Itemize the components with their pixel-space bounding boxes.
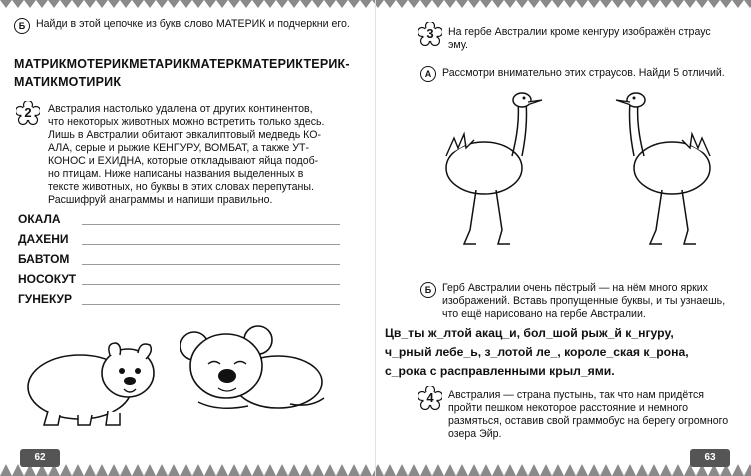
task-4-line: пройти пешком некоторое расстояние и немного bbox=[448, 402, 689, 414]
task-2-line: но птицам. Ниже написаны названия выделенных в bbox=[48, 168, 304, 180]
task-4-line: размяться, оставив свой граммобус на берегу огромного bbox=[448, 415, 729, 427]
task-2-line: Расшифруй анаграммы и напиши правильно. bbox=[48, 194, 273, 206]
task-2-line: Лишь в Австралии обитают эвкалиптовый медведь КО- bbox=[48, 129, 321, 141]
task-2-line: что некоторых животных можно встретить только здесь. bbox=[48, 116, 325, 128]
task-number-4: 4 bbox=[426, 390, 434, 405]
letter-chain-line-2: МАТИКМОТИРИК bbox=[14, 75, 122, 89]
anagram-word: ГУНЕКУР bbox=[18, 292, 73, 306]
task-3-text bbox=[448, 26, 738, 52]
fill-in-line-3[interactable]: с_рока с расправленными крыл_ями. bbox=[385, 364, 615, 378]
page-number-left: 62 bbox=[34, 452, 46, 463]
task-2-line: АЛА, серые и рыжие КЕНГУРУ, ВОМБАТ, а также УТ- bbox=[48, 142, 309, 154]
task-a-instruction: Рассмотри внимательно этих страусов. Найди 5 отличий. bbox=[442, 67, 725, 79]
left-page bbox=[0, 0, 375, 476]
task-2-line: Австралия настолько удалена от других континентов, bbox=[48, 103, 313, 115]
task-3-line: На гербе Австралии кроме кенгуру изображён страус bbox=[448, 26, 711, 38]
task-letter-b-right: Б bbox=[420, 282, 436, 298]
task-letter-a: А bbox=[420, 66, 436, 82]
anagram-word: БАВТОМ bbox=[18, 252, 70, 266]
task-letter-b-left: Б bbox=[14, 18, 30, 34]
task-number-2: 2 bbox=[24, 105, 32, 120]
task-4-line: озера Эйр. bbox=[448, 428, 502, 440]
task-b-right-line: Герб Австралии очень пёстрый — на нём много ярких bbox=[442, 282, 708, 294]
task-2-text bbox=[48, 103, 360, 207]
task-b-instruction: Найди в этой цепочке из букв слово МАТЕРИК и подчеркни его. bbox=[36, 18, 350, 30]
koala-illustration bbox=[180, 322, 330, 417]
wombat-illustration bbox=[18, 325, 168, 430]
letter-chain-line-1: МАТРИКМОТЕРИКМЕТАРИКМАТЕРКМАТЕРИКТЕРИК- bbox=[14, 57, 350, 71]
anagram-word: НОСОКУТ bbox=[18, 272, 77, 286]
task-4-text bbox=[448, 389, 741, 441]
task-number-3: 3 bbox=[426, 26, 434, 41]
task-b-right-line: изображений. Вставь пропущенные буквы, и ты узнаешь, bbox=[442, 295, 726, 307]
answer-line-1[interactable] bbox=[82, 224, 340, 225]
ostrich-illustration-left bbox=[440, 86, 560, 256]
task-number-badge-4 bbox=[418, 386, 442, 410]
ostrich-illustration-right bbox=[600, 86, 720, 256]
answer-line-5[interactable] bbox=[82, 304, 340, 305]
anagram-word: ДАХЕНИ bbox=[18, 232, 69, 246]
task-4-line: Австралия — страна пустынь, так что нам придётся bbox=[448, 389, 705, 401]
task-2-line: КОНОС и ЕХИДНА, которые откладывают яйца подоб- bbox=[48, 155, 319, 167]
answer-line-2[interactable] bbox=[82, 244, 340, 245]
answer-line-3[interactable] bbox=[82, 264, 340, 265]
task-3-line: эму. bbox=[448, 39, 468, 51]
fill-in-line-2[interactable]: ч_рный лебе_ь, з_лотой ле_, короле_ская к_рона, bbox=[385, 345, 689, 359]
anagram-word: ОКАЛА bbox=[18, 212, 61, 226]
answer-line-4[interactable] bbox=[82, 284, 340, 285]
task-number-badge-3 bbox=[418, 22, 442, 46]
task-2-line: тексте животных, но буквы в этих словах перепутаны. bbox=[48, 181, 314, 193]
page-number-right: 63 bbox=[704, 452, 716, 463]
task-number-badge-2 bbox=[16, 101, 40, 125]
task-b-right-line: что ещё нарисовано на гербе Австралии. bbox=[442, 308, 646, 320]
fill-in-line-1[interactable]: Цв_ты ж_лтой акац_и, бол_шой рыж_й к_нгуру, bbox=[385, 326, 674, 340]
task-b-right-text bbox=[442, 282, 742, 321]
